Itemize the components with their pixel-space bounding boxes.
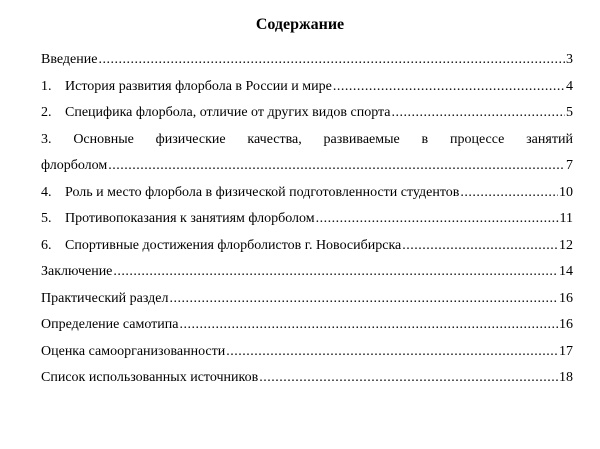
toc-entry-word: в <box>421 131 429 147</box>
dot-leader <box>333 74 565 101</box>
toc-entry-selftype <box>41 312 573 339</box>
toc-title: Содержание <box>255 16 345 33</box>
toc-entry-page: 12 <box>559 237 573 253</box>
toc-entry-label: Оценка самоорганизованности <box>41 343 226 359</box>
toc-entry-conclusion <box>41 259 573 286</box>
toc-entry-intro <box>41 47 573 74</box>
dot-leader <box>392 100 565 127</box>
toc-entry-number: 2. <box>41 105 52 120</box>
toc-entry-5 <box>41 206 573 233</box>
dot-leader <box>113 259 558 286</box>
toc-entry-3-line2 <box>41 153 573 180</box>
toc-entry-number: 1. <box>41 78 52 94</box>
toc-entry-4 <box>41 180 573 207</box>
toc-entry-page: 4 <box>566 78 573 94</box>
dot-leader <box>226 339 558 366</box>
toc-entry-page: 16 <box>559 317 573 332</box>
toc-entry-word: физические <box>155 131 226 147</box>
toc-entry-number: 5. <box>41 211 52 226</box>
dot-leader <box>98 47 565 74</box>
toc-entry-label: Введение <box>41 52 98 67</box>
toc-entry-label: История развития флорбола в России и мире <box>65 78 332 94</box>
dot-leader <box>108 153 565 180</box>
toc-entry-word: процессе <box>449 131 505 147</box>
toc-entry-word: развиваемые <box>323 131 400 147</box>
toc-entry-page: 17 <box>559 343 573 359</box>
toc-entry-page: 3 <box>566 52 573 67</box>
toc-entry-word: качества, <box>247 131 302 147</box>
toc-entry-page: 10 <box>559 184 573 200</box>
toc-entry-page: 11 <box>559 211 573 226</box>
dot-leader <box>316 206 559 233</box>
toc-entry-label: флорболом <box>41 158 108 173</box>
toc-entry-1 <box>41 74 573 101</box>
toc-entry-page: 18 <box>559 370 573 385</box>
toc-entry-sources <box>41 365 573 392</box>
toc-entry-practical <box>41 286 573 313</box>
toc-entry-number: 6. <box>41 237 52 253</box>
toc-entry-label: Практический раздел <box>41 290 169 306</box>
toc-entry-label: Спортивные достижения флорболистов г. Новосибирска <box>65 237 402 253</box>
toc-entry-page: 16 <box>559 290 573 306</box>
dot-leader <box>402 233 558 260</box>
table-of-contents <box>41 47 573 392</box>
toc-entry-label: Специфика флорбола, отличие от других видов спорта <box>65 105 391 120</box>
toc-entry-selforg <box>41 339 573 366</box>
dot-leader <box>460 180 558 207</box>
toc-entry-label: Список использованных источников <box>41 370 259 385</box>
toc-entry-word: занятий <box>526 131 573 147</box>
toc-entry-number: 4. <box>41 184 52 200</box>
toc-entry-page: 5 <box>566 105 573 120</box>
toc-entry-6 <box>41 233 573 260</box>
toc-entry-label: Определение самотипа <box>41 317 179 332</box>
dot-leader <box>179 312 558 339</box>
toc-entry-3-line1 <box>41 127 573 154</box>
dot-leader <box>259 365 558 392</box>
toc-entry-page: 7 <box>566 158 573 173</box>
toc-entry-label: Роль и место флорбола в физической подготовленности студентов <box>65 184 460 200</box>
toc-entry-2 <box>41 100 573 127</box>
toc-entry-page: 14 <box>559 264 573 279</box>
dot-leader <box>169 286 558 313</box>
toc-entry-label: Заключение <box>41 264 113 279</box>
toc-entry-label: Противопоказания к занятиям флорболом <box>65 211 315 226</box>
toc-entry-number: 3. <box>41 131 52 147</box>
toc-entry-word: Основные <box>73 131 134 147</box>
